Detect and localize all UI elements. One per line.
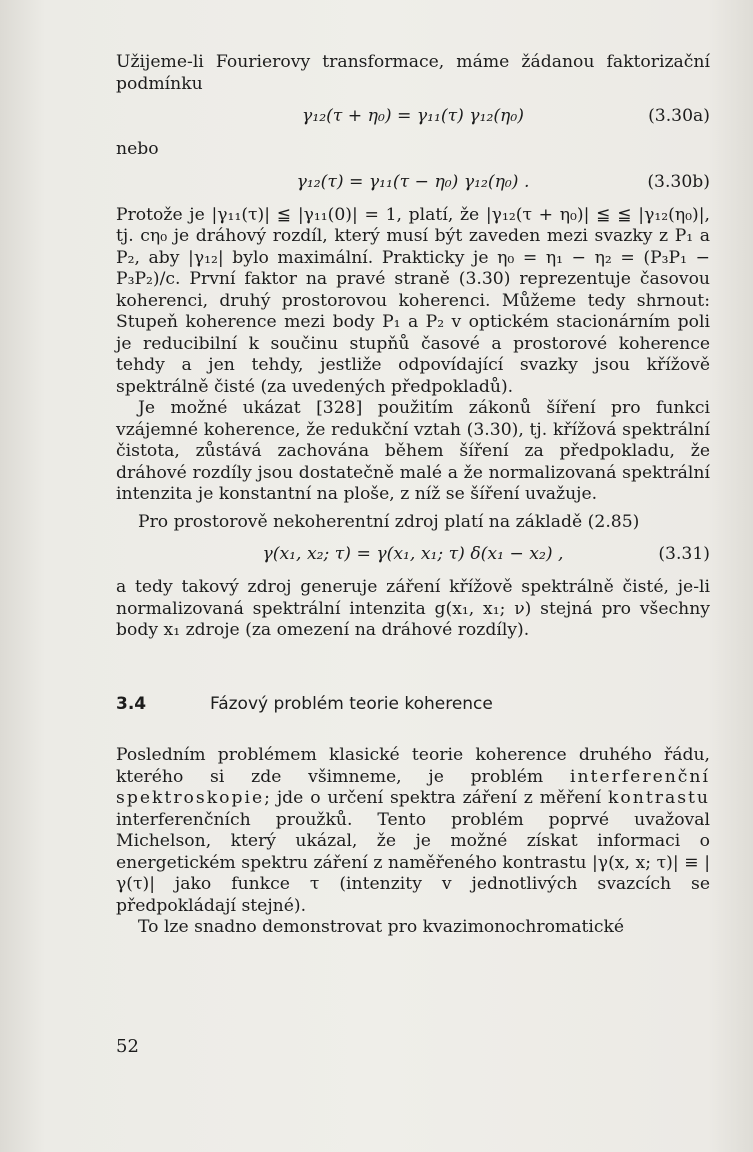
paragraph-phase-problem <box>116 745 710 917</box>
equation-3-31 <box>116 533 710 577</box>
phase-text-b: ; jde o určení spektra záření z měření <box>264 788 608 808</box>
body-text <box>116 52 710 939</box>
section-number: 3.4 <box>116 693 147 714</box>
equation-3-30b-number: (3.30b) <box>647 171 710 192</box>
paragraph-intro: Užijeme-li Fourierovy transformace, máme žádanou faktorizační podmínku <box>116 52 710 94</box>
word-nebo: nebo <box>116 139 159 159</box>
equation-3-31-number: (3.31) <box>658 544 710 565</box>
page-number: 52 <box>116 1036 139 1057</box>
equation-3-30a-formula: γ₁₂(τ + η₀) = γ₁₁(τ) γ₁₂(η₀) <box>302 106 524 127</box>
paragraph-cross-spectral: a tedy takový zdroj generuje záření křížově spektrálně čisté, je-li normalizovaná spektrální intenzita g(x₁, x₁; ν) stejná pro všechny body x₁ zdroje (za omezení na dráhové rozdíly). <box>116 577 710 640</box>
equation-3-30a <box>116 95 710 139</box>
paragraph-propagation: Je možné ukázat [328] použitím zákonů šíření pro funkci vzájemné koherence, že redukční vztah (3.30), tj. křížová spektrální čistota, zůstává zachována během šíření za předpokladu, že dráhové rozdíly jsou dostatečně malé a že normalizovaná spektrální intenzita je konstantní na ploše, z níž se šíření uvažuje. <box>116 398 710 504</box>
phase-text-a: Posledním problémem klasické teorie koherence druhého řádu, kterého si zde všimneme, je problém <box>116 745 710 787</box>
section-title: Fázový problém teorie koherence <box>210 693 493 714</box>
equation-3-31-formula: γ(x₁, x₂; τ) = γ(x₁, x₁; τ) δ(x₁ − x₂) , <box>262 544 564 565</box>
paragraph-demonstration: To lze snadno demonstrovat pro kvazimonochromatické <box>138 917 625 937</box>
spaced-term-contrast: kontrastu <box>608 788 710 808</box>
spaced-term-spectroscopy: interferenční spektroskopie <box>116 766 710 808</box>
section-heading <box>116 694 710 716</box>
phase-text-c: interferenčních proužků. Tento problém poprvé uvažoval Michelson, který ukázal, že je možné získat informaci o energetickém spektru záření z naměřeného kontrastu |γ(x, x; τ)| ≡ |γ(τ)| jako funkce τ (intenzity v jednotlivých svazcích se předpokládají stejné). <box>116 809 710 916</box>
equation-3-30b <box>116 161 710 205</box>
equation-3-30a-number: (3.30a) <box>648 106 710 127</box>
paragraph-coherence: Protože je |γ₁₁(τ)| ≦ |γ₁₁(0)| = 1, platí, že |γ₁₂(τ + η₀)| ≦ ≦ |γ₁₂(η₀)|, tj. cη₀ je dráhový rozdíl, který musí být zaveden mezi svazky z P₁ a P₂, aby |γ₁₂| bylo maximální. Prakticky je η₀ = η₁ − η₂ = (P₃P₁ − P₃P₂)/c. První faktor na pravé straně (3.30) reprezentuje časovou koherenci, druhý prostorovou koherenci. Můžeme tedy shrnout: Stupeň koherence mezi body P₁ a P₂ v optickém stacionárním poli je reducibilní k součinu stupňů časové a prostorové koherence tehdy a jen tehdy, jestliže odpovídající svazky jsou křížově spektrálně čisté (za uvedených předpokladů). <box>116 204 710 397</box>
paragraph-incoherent-source: Pro prostorově nekoherentní zdroj platí na základě (2.85) <box>138 511 640 532</box>
equation-3-30b-formula: γ₁₂(τ) = γ₁₁(τ − η₀) γ₁₂(η₀) . <box>296 171 530 192</box>
